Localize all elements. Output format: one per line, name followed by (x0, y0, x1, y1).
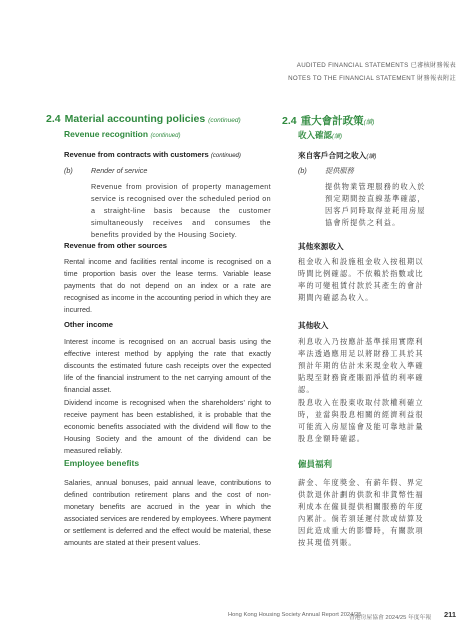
footer-report-title-en: Hong Kong Housing Society Annual Report 2024/25 (228, 612, 362, 618)
subheading-employee-benefits: Employee benefits (64, 458, 140, 468)
section-continued: (continued) (208, 117, 241, 124)
revenue-recognition-title: Revenue recognition (64, 129, 149, 139)
interest-paragraph: Interest income is recognised on an accrual basis using the effective interest method by applying the rate that exactly discounts the estimated future cash receipts over the expected life of the financial instrument to the net carrying amount of the financial asset. (64, 337, 271, 394)
other-sources-paragraph: Rental income and facilities rental income is recognised on a time proportion basis over the lease terms. Variable lease payments that do not depend on an index or a rate are recognised as income in the accounting period in which they are incurred. (64, 257, 271, 314)
item-b-label-zh: (b) (298, 166, 307, 175)
heading-other-sources: Revenue from other sources (64, 241, 167, 250)
footer-report-title-zh: 香港房屋協會 2024/25 年度年報 (349, 615, 432, 621)
contracts-continued: (continued) (210, 153, 241, 159)
heading-other-sources-zh: 其他來源收入 (298, 242, 344, 251)
other-sources-paragraph-zh: 租金收入和設施租金收入按租期以時間比例確認。不依賴於指數或比率的可變租賃付款於其產生的會計期間內確認為收入。 (298, 257, 424, 302)
subheading-employee-benefits-zh: 僱員福利 (298, 459, 333, 469)
item-b-title-zh: 提供服務 (325, 166, 354, 175)
interest-paragraph-zh: 利息收入乃按應計基準採用實際利率法透過應用足以將財務工具於其預計年期的估計未來現金收入準確貼現至財務資產賬面淨值的利率確認。 (298, 337, 424, 394)
running-header-line2: NOTES TO THE FINANCIAL STATEMENT 財務報表附註 (288, 75, 456, 82)
heading-contracts-customers-zh: 來自客戶合同之收入(續) (298, 151, 377, 160)
item-b-paragraph: Revenue from provision of property management service is recognised over the scheduled period on a straight-line basis because the customer simultaneously receives and consumes the benefits provided by the Housing Society. (91, 182, 271, 239)
item-b-paragraph-zh: 提供物業管理服務的收入於預定期間按直線基準確認，因客戶同時取得並耗用房屋協會所提供之利益。 (325, 182, 426, 227)
section-heading-en (46, 113, 271, 128)
dividend-paragraph: Dividend income is recognised when the shareholders’ right to receive payment has been established, it is probable that the economic benefits associated with the dividend will flow to the Housing Society and the amount of the dividend can be measured reliably. (64, 398, 271, 455)
item-b-label: (b) (64, 166, 73, 175)
section-title: Material accounting policies (64, 113, 206, 125)
employee-paragraph: Salaries, annual bonuses, paid annual leave, contributions to defined contribution retirement plans and the cost of non-monetary benefits are accrued in the year in which the associated services are rendered by employees. Where payment or settlement is deferred and the effect would be material, these amounts are stated at their present values. (64, 478, 271, 547)
running-header-line1: AUDITED FINANCIAL STATEMENTS 已審核財務報表 (296, 62, 456, 69)
dividend-paragraph-zh: 股息收入在股東收取付款權利確立時，並當與股息相關的經濟利益很可能流入房屋協會及能可靠地計量股息金額時確認。 (298, 398, 424, 443)
item-b (64, 165, 271, 177)
section-number-zh: 2.4 (282, 115, 297, 127)
section-title-zh: 重大會計政策 (300, 115, 364, 127)
heading-other-income-zh: 其他收入 (298, 321, 329, 330)
section-heading-zh (282, 113, 432, 128)
item-b-zh (298, 165, 432, 177)
item-b-title: Render of service (91, 166, 148, 175)
employee-paragraph-zh: 薪金、年度獎金、有薪年假、界定供款退休計劃的供款和非貨幣性福利成本在僱員提供相關服務的年度內累計。倘若須延遲付款或結算及因此造成重大的影響時，有關款項按其現值列賬。 (298, 478, 424, 547)
page-number: 211 (444, 610, 457, 619)
contracts-title: Revenue from contracts with customers (64, 150, 209, 159)
section-continued-zh: (續) (363, 119, 375, 126)
subheading-revenue-recognition-zh: 收入確認(續) (298, 130, 343, 140)
heading-other-income: Other income (64, 320, 113, 329)
revenue-recognition-continued: (continued) (150, 133, 181, 139)
subheading-revenue-recognition (46, 129, 271, 139)
heading-contracts-customers (64, 150, 271, 159)
section-number: 2.4 (46, 113, 61, 125)
